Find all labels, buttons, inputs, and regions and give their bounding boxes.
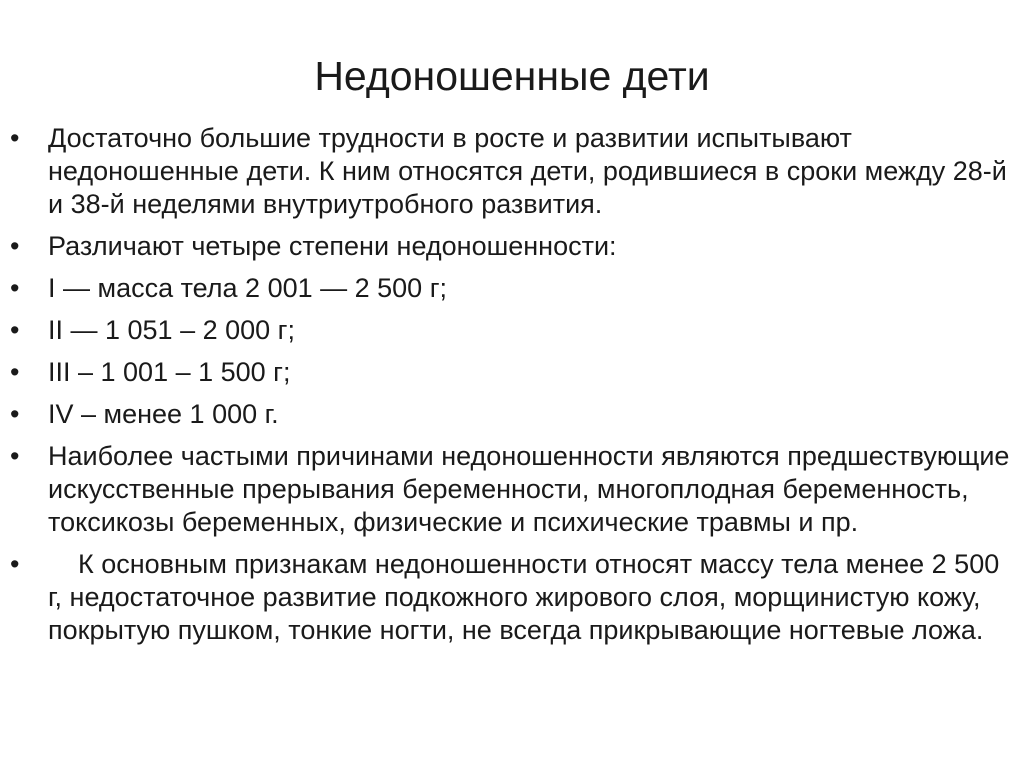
list-item-text: I — масса тела 2 001 — 2 500 г; [48, 273, 448, 303]
list-item [10, 440, 1014, 539]
list-item-text: Различают четыре степени недоношенности: [48, 231, 617, 261]
bullet-icon: • [10, 315, 20, 345]
list-item [10, 314, 1014, 347]
bullet-icon: • [10, 357, 20, 387]
list-item-text: IV – менее 1 000 г. [48, 399, 279, 429]
bullet-icon: • [10, 549, 20, 579]
list-item-text: III – 1 001 – 1 500 г; [48, 357, 291, 387]
list-item-text: II — 1 051 – 2 000 г; [48, 315, 296, 345]
bullet-icon: • [10, 123, 20, 153]
list-item-text: Наиболее частыми причинами недоношенности являются предшествующие искусственные прерывания беременности, многоплодная беременность, токсикозы беременных, физические и психические травмы и пр. [48, 441, 1010, 537]
bullet-list [10, 122, 1014, 656]
list-item [10, 272, 1014, 305]
bullet-icon: • [10, 273, 20, 303]
list-item [10, 548, 1014, 647]
slide-title: Недоношенные дети [314, 53, 710, 99]
list-item [10, 398, 1014, 431]
list-item [10, 356, 1014, 389]
list-item [10, 122, 1014, 221]
list-item [10, 230, 1014, 263]
bullet-icon: • [10, 441, 20, 471]
bullet-icon: • [10, 399, 20, 429]
bullet-icon: • [10, 231, 20, 261]
list-item-text: Достаточно большие трудности в росте и развитии испытывают недоношенные дети. К ним относятся дети, родившиеся в сроки между 28-й и 38-й неделями внутриутробного развития. [48, 123, 1007, 219]
list-item-text: К основным признакам недоношенности относят массу тела менее 2 500 г, недостаточное развитие подкожного жирового слоя, морщинистую кожу, покрытую пушком, тонкие ногти, не всегда прикрывающие ногтевые ложа. [48, 549, 1000, 645]
